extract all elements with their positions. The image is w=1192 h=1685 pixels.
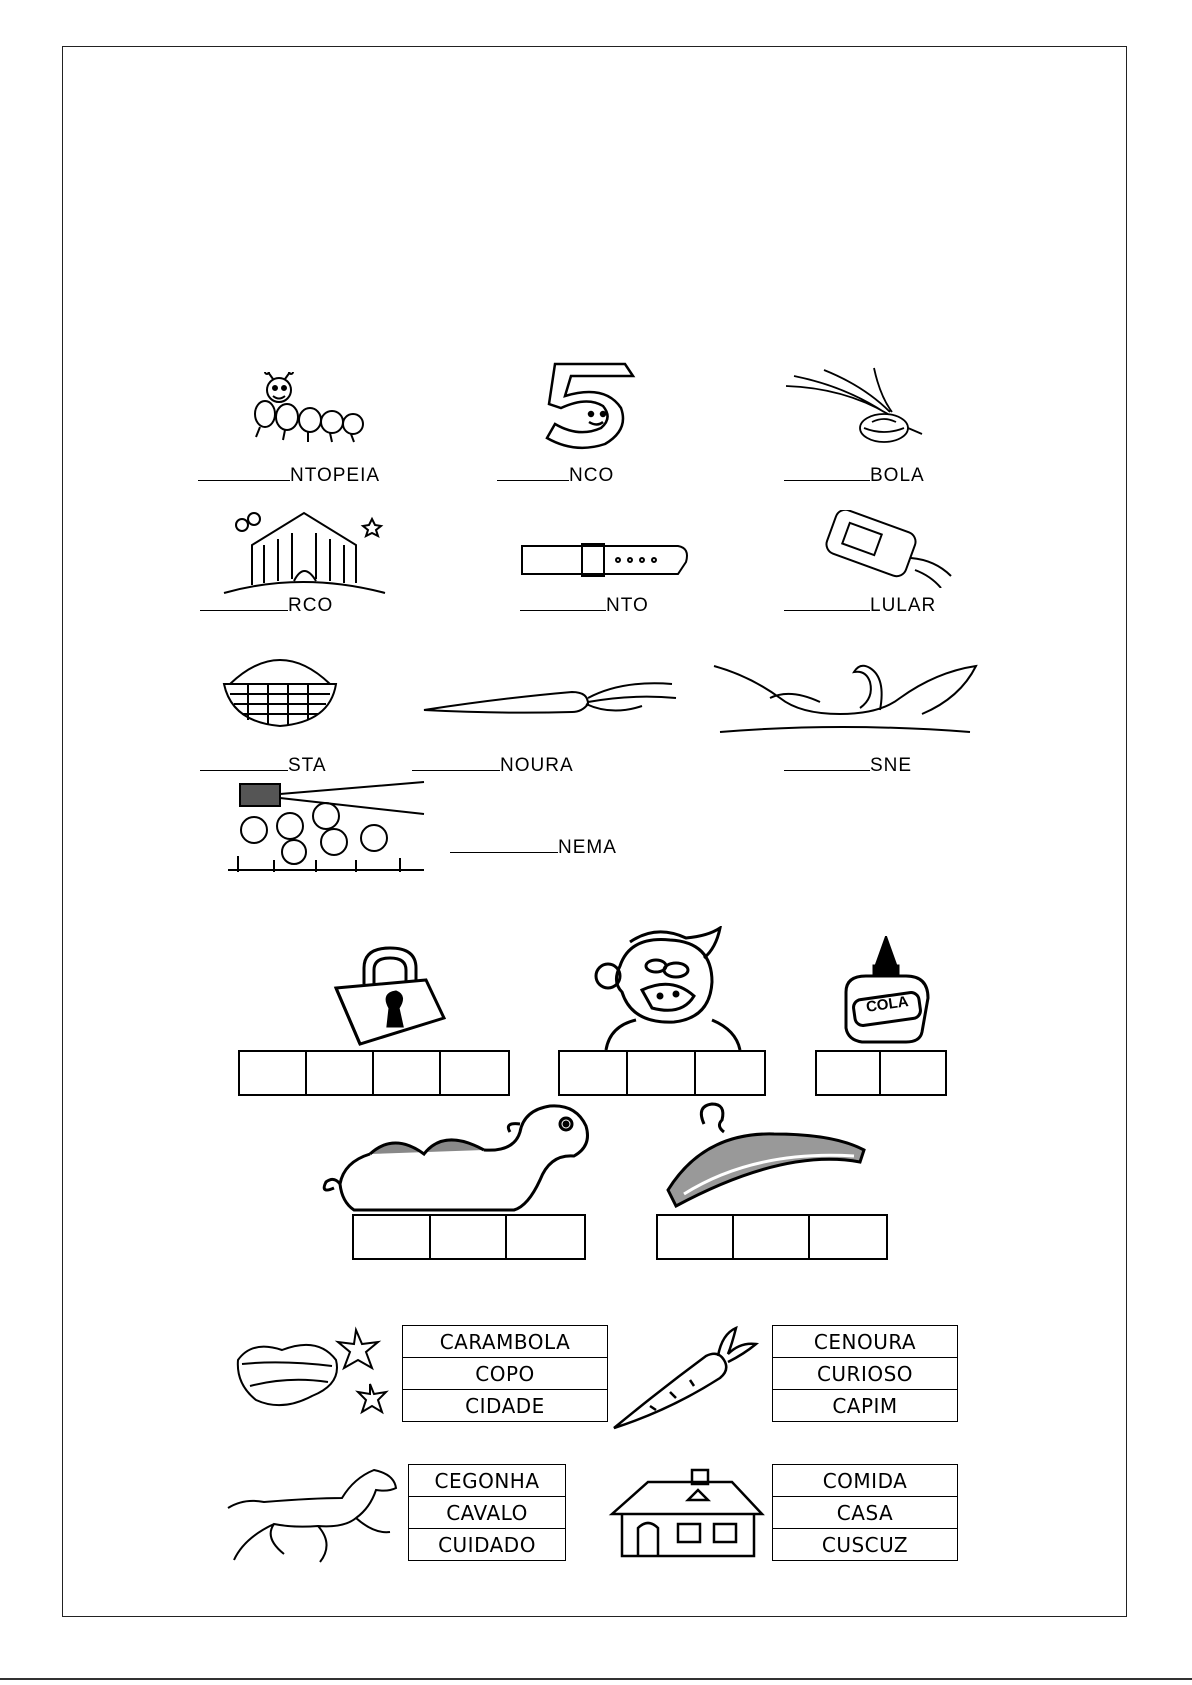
letter-box[interactable] [658, 1216, 734, 1258]
letter-box[interactable] [817, 1052, 881, 1094]
word-suffix: RCO [288, 595, 334, 616]
word-suffix: NCO [569, 465, 615, 486]
swan-icon [710, 658, 980, 738]
letter-box[interactable] [240, 1052, 307, 1094]
word-option[interactable]: COMIDA [773, 1465, 958, 1497]
word-label [520, 593, 649, 617]
word-option[interactable]: CURIOSO [773, 1358, 958, 1390]
letter-box[interactable] [881, 1052, 945, 1094]
answer-blank[interactable] [784, 753, 870, 771]
glue-label: COLA [865, 993, 910, 1016]
answer-blank[interactable] [784, 593, 870, 611]
letter-box[interactable] [810, 1216, 886, 1258]
belt-icon [518, 540, 693, 580]
letter-box[interactable] [507, 1216, 584, 1258]
onion-icon [784, 366, 934, 446]
answer-blank[interactable] [412, 753, 500, 771]
word-suffix: BOLA [870, 465, 925, 486]
word-table [408, 1464, 566, 1561]
word-table [772, 1325, 958, 1422]
letter-box[interactable] [441, 1052, 508, 1094]
word-option[interactable]: CASA [773, 1497, 958, 1529]
word-option[interactable]: COPO [403, 1358, 608, 1390]
carrot-icon [610, 1320, 760, 1430]
word-suffix: SNE [870, 755, 913, 776]
word-option[interactable]: CAPIM [773, 1390, 958, 1422]
camel-icon [314, 1102, 634, 1212]
word-table [772, 1464, 958, 1561]
hanger-icon [664, 1100, 869, 1210]
word-suffix: NTO [606, 595, 649, 616]
word-label [200, 593, 333, 617]
letter-boxes [352, 1214, 586, 1260]
answer-blank[interactable] [450, 835, 558, 853]
answer-blank[interactable] [200, 753, 288, 771]
word-option[interactable]: CIDADE [403, 1390, 608, 1422]
answer-blank[interactable] [520, 593, 606, 611]
letter-box[interactable] [374, 1052, 441, 1094]
word-suffix: NOURA [500, 755, 574, 776]
word-label [784, 753, 912, 777]
letter-box[interactable] [696, 1052, 764, 1094]
starfruit-icon [232, 1320, 402, 1416]
number-five-icon [525, 360, 645, 450]
word-suffix: NTOPEIA [290, 465, 381, 486]
word-label [784, 593, 936, 617]
house-icon [608, 1468, 766, 1560]
answer-blank[interactable] [200, 593, 288, 611]
word-label [450, 835, 617, 859]
letter-box[interactable] [734, 1216, 810, 1258]
cinema-audience-icon [224, 780, 429, 875]
padlock-icon [330, 944, 450, 1046]
carrot-icon [422, 676, 677, 724]
word-suffix: LULAR [870, 595, 937, 616]
answer-blank[interactable] [784, 463, 870, 481]
cellphone-icon [815, 510, 955, 588]
word-label [784, 463, 925, 487]
caterpillar-icon [235, 372, 375, 444]
word-option[interactable]: CARAMBOLA [403, 1326, 608, 1358]
word-label [497, 463, 614, 487]
word-table [402, 1325, 608, 1422]
page-bottom-edge [0, 1678, 1192, 1680]
letter-box[interactable] [307, 1052, 374, 1094]
horse-icon [224, 1468, 400, 1564]
letter-box[interactable] [560, 1052, 628, 1094]
answer-blank[interactable] [198, 463, 290, 481]
letter-boxes [815, 1050, 947, 1096]
word-label [412, 753, 574, 777]
basket-icon [218, 648, 343, 728]
letter-box[interactable] [431, 1216, 508, 1258]
word-suffix: NEMA [558, 837, 617, 858]
word-option[interactable]: CUSCUZ [773, 1529, 958, 1561]
circus-tent-icon [222, 505, 387, 595]
letter-box[interactable] [628, 1052, 696, 1094]
monkey-icon [590, 926, 750, 1050]
letter-boxes [656, 1214, 888, 1260]
word-option[interactable]: CAVALO [409, 1497, 566, 1529]
word-option[interactable]: CENOURA [773, 1326, 958, 1358]
word-label [200, 753, 327, 777]
word-option[interactable]: CUIDADO [409, 1529, 566, 1561]
letter-boxes [558, 1050, 766, 1096]
word-option[interactable]: CEGONHA [409, 1465, 566, 1497]
word-suffix: STA [288, 755, 327, 776]
letter-boxes [238, 1050, 510, 1096]
glue-bottle-icon [836, 936, 936, 1046]
letter-box[interactable] [354, 1216, 431, 1258]
word-label [198, 463, 380, 487]
answer-blank[interactable] [497, 463, 569, 481]
